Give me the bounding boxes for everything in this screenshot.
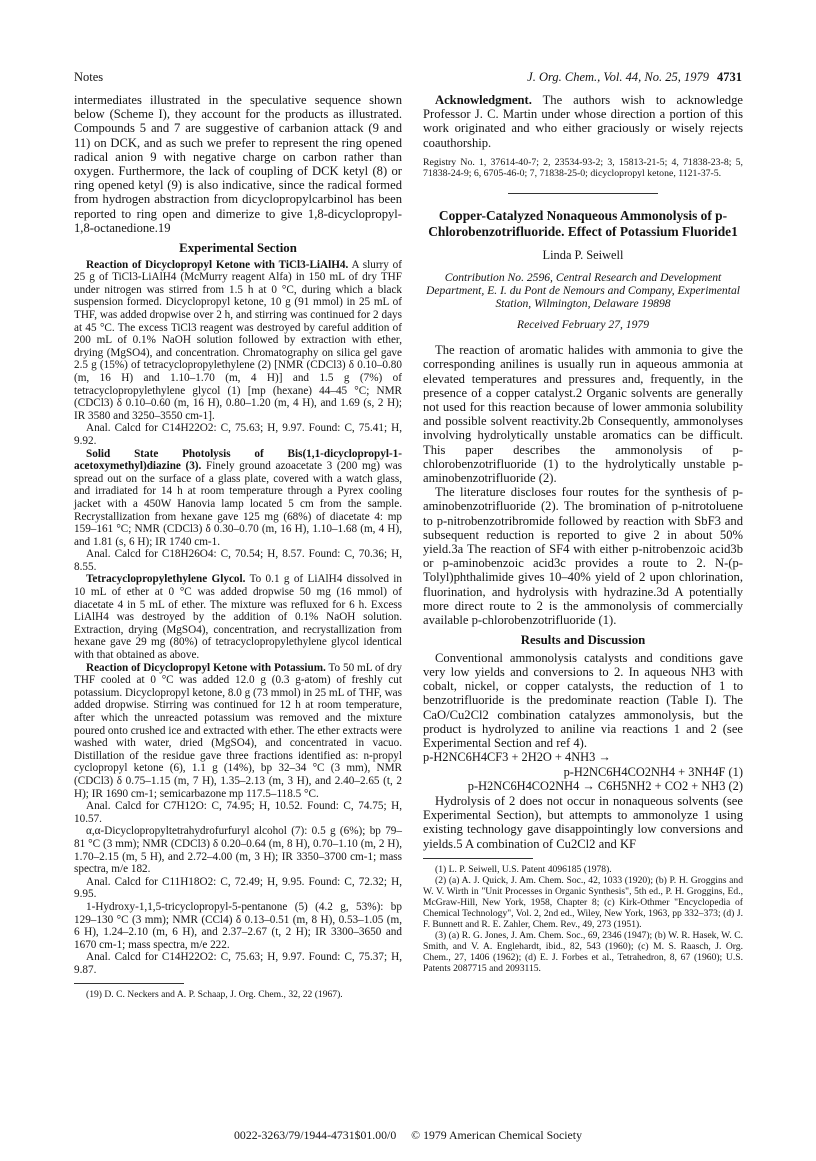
author-name: Linda P. Seiwell — [542, 248, 624, 263]
procedure-text: To 0.1 g of LiAlH4 dissolved in 10 mL of ether at 0 °C was added dropwise 50 mg (16 mmol) of diacetate 4 in 5 mL of ether. The mixture was refluxed for 6 h. Excess LiAlH4 was destroyed by the addition of 0.1% NaOH solution. Extraction, drying (MgSO4), concentration, and recrystallization from hexane gave 29 mg (80%) of tetracyclopropylethylene glycol identical with that obtained as above. — [74, 573, 402, 662]
intro-paragraph: intermediates illustrated in the speculative sequence shown below (Scheme I), they account for the products as illustrated. Compounds 5 and 7 are suggestive of carbanion attack (9 and 11) on DCK, and as such we prefer to represent the ring opened radical anion 9 with negative charge on carbon rather than oxygen. Furthermore, the lack of coupling of DCK ketyl (8) or ring opened ketyl (9) is also indicative, since the radical formed from hydrogen abstraction from dicyclopropylcarbinol has been reported to ring open and dimerize to give 1,8-dicyclopropyl-1,8-octanedione.19 — [74, 93, 402, 235]
footnote-rule — [74, 983, 184, 984]
procedure-heading: Solid State Photolysis of Bis(1,1-dicyclopropyl-1-acetoxymethyl)diazine (3). — [74, 447, 402, 473]
right-column — [423, 93, 743, 974]
body-paragraph: The literature discloses four routes for the synthesis of p-aminobenzotrifluoride (2). The bromination of p-nitrotoluene to p-nitrobenzotribromide followed by reaction with SbF3 and subsequent reduction is reported to give 2 in about 50% yield.3a The reaction of SF4 with either p-nitrobenzoic acid3b or p-aminobenzoic acid3c provides a route to 2. N-(p-Tolyl)phthalimide gives 10–40% yield of 2 upon chlorination, fluorination, and hydrolysis with hydrazine.3d A potentially more direct route to 2 is the ammonolysis of commercially available p-chlorobenzotrifluoride (1). — [423, 485, 743, 628]
body-paragraph: The reaction of aromatic halides with ammonia to give the corresponding anilines is usually run in aqueous ammonia at elevated temperatures and pressures and, frequently, in the presence of a copper catalyst.2 Organic solvents are generally not used for this reaction because of lower ammonia solubility and possible solvent reactivity.2b Consequently, ammonolyses involving hydrolytically unstable aromatics can be difficult. This paper describes the ammonolysis of p-chlorobenzotrifluoride (1) to the hydrolytically unstable p-aminobenzotrifluoride (2). — [423, 343, 743, 486]
analysis-line: Anal. Calcd for C14H22O2: C, 75.63; H, 9.97. Found: C, 75.41; H, 9.92. — [74, 422, 402, 447]
article-code: 0022-3263/79/1944-4731$01.00/0 — [234, 1128, 397, 1142]
article-title: Copper-Catalyzed Nonaqueous Ammonolysis of p-Chlorobenzotrifluoride. Effect of Potassium Fluoride1 — [428, 208, 738, 239]
footnote-rule — [423, 858, 533, 859]
equation-1-line-b: p-H2NC6H4CO2NH4 + 3NH4F (1) — [563, 764, 743, 779]
section-heading-results: Results and Discussion — [520, 633, 646, 648]
body-paragraph: Conventional ammonolysis catalysts and conditions gave very low yields and conversions to 2. In aqueous NH3 with cobalt, nickel, or copper catalysts, the reduction of 1 to benzotrifluoride is the predominate reaction (Table I). The CaO/Cu2Cl2 combination catalyzes ammonolysis, but the product is hydrolyzed to aniline via reactions 1 and 2 (see Experimental Section and ref 4). — [423, 650, 743, 751]
procedure-paragraph: 1-Hydroxy-1,1,5-tricyclopropyl-5-pentanone (5) (4.2 g, 53%): bp 129–130 °C (3 mm); NMR (CCl4) δ 0.13–0.51 (m, 8 H), 0.53–1.05 (m, 6 H), 1.24–2.10 (m, 6 H), and 2.37–2.67 (t, 2 H); IR 3300–3650 and 1670 cm-1; mass spectra, m/e 222. — [74, 900, 402, 951]
procedure-paragraph — [74, 259, 402, 423]
footnote: (3) (a) R. G. Jones, J. Am. Chem. Soc., 69, 2346 (1947); (b) W. R. Hasek, W. C. Smith, and V. A. Englehardt, ibid., 82, 543 (1960); (c) M. S. Raasch, J. Org. Chem., 27, 1406 (1962); (d) E. J. Forbes et al., Tetrahedron, 8, 67 (1960); U.S. Patents 2087715 and 2093115. — [423, 929, 743, 974]
footnote: (19) D. C. Neckers and A. P. Schaap, J. Org. Chem., 32, 22 (1967). — [86, 989, 343, 1001]
page-footer — [0, 1128, 816, 1143]
acknowledgment-heading: Acknowledgment. — [435, 93, 532, 107]
author-affiliation: Contribution No. 2596, Central Research and Development Department, E. I. du Pont de Nemours and Company, Experimental Station, Wilmington, Delaware 19898 — [426, 271, 740, 311]
acknowledgment-paragraph — [423, 93, 743, 150]
running-head-section: Notes — [74, 70, 104, 84]
article-separator — [508, 193, 658, 194]
footnote: (2) (a) A. J. Quick, J. Am. Chem. Soc., 42, 1033 (1920); (b) P. H. Groggins and W. V. Wirth in "Unit Processes in Organic Synthesis", 5th ed., P. H. Groggins, Ed., McGraw-Hill, New York, 1958, Chapter 8; (c) Kirk-Othmer "Encyclopedia of Chemical Technology", Vol. 2, 2nd ed., Wiley, New York, 1963, pp 332–373; (d) J. F. Bunnett and R. E. Zahler, Chem. Rev., 49, 273 (1951). — [423, 874, 743, 930]
procedure-paragraph — [74, 448, 402, 549]
procedure-heading: Reaction of Dicyclopropyl Ketone with TiCl3-LiAlH4. — [86, 258, 349, 271]
page-number: 4731 — [717, 70, 742, 84]
left-column — [74, 93, 402, 1000]
procedure-paragraph — [74, 662, 402, 801]
procedure-paragraph — [74, 573, 402, 661]
journal-citation: J. Org. Chem., Vol. 44, No. 25, 1979 — [527, 70, 709, 84]
analysis-line: Anal. Calcd for C14H22O2: C, 75.63; H, 9.97. Found: C, 75.37; H, 9.87. — [74, 951, 402, 976]
section-heading-experimental: Experimental Section — [179, 241, 297, 256]
analysis-line: Anal. Calcd for C11H18O2: C, 72.49; H, 9.95. Found: C, 72.32; H, 9.95. — [74, 875, 402, 901]
analysis-line: Anal. Calcd for C7H12O: C, 74.95; H, 10.52. Found: C, 74.75; H, 10.57. — [74, 800, 402, 825]
procedure-heading: Tetracyclopropylethylene Glycol. — [86, 573, 246, 586]
registry-numbers: Registry No. 1, 37614-40-7; 2, 23534-93-2; 3, 15813-21-5; 4, 71838-23-8; 5, 71838-24-9; 6, 6705-46-0; 7, 71838-25-0; dicyclopropyl ketone, 1121-37-5. — [423, 156, 743, 180]
copyright-notice: © 1979 American Chemical Society — [411, 1128, 582, 1142]
procedure-heading: Reaction of Dicyclopropyl Ketone with Potassium. — [86, 661, 326, 674]
equation-1-line-a: p-H2NC6H4CF3 + 2H2O + 4NH3 → — [423, 750, 611, 765]
body-paragraph: Hydrolysis of 2 does not occur in nonaqueous solvents (see Experimental Section), but attempts to ammonolyze 1 using existing technology gave disappointingly low conversions and yields.5 A combination of Cu2Cl2 and KF — [423, 794, 743, 851]
equation-2: p-H2NC6H4CO2NH4 → C6H5NH2 + CO2 + NH3 (2) — [467, 779, 743, 794]
footnote: (1) L. P. Seiwell, U.S. Patent 4096185 (1978). — [435, 863, 612, 875]
received-date: Received February 27, 1979 — [517, 317, 649, 331]
analysis-line: Anal. Calcd for C18H26O4: C, 70.54; H, 8.57. Found: C, 70.36; H, 8.55. — [74, 548, 402, 573]
running-head-journal — [527, 70, 742, 85]
acknowledgment-text: The authors wish to acknowledge Professor J. C. Martin under whose direction a portion of this work originated and who either graciously or wisely rejects coauthorship. — [423, 93, 743, 150]
procedure-text: A slurry of 25 g of TiCl3-LiAlH4 (McMurry reagent Alfa) in 150 mL of dry THF under nitrogen was stirred from 1.5 h at 0 °C, during which a black suspension formed. Dicyclopropyl ketone, 10 g (91 mmol) in 25 mL of THF, was added dropwise over 2 h, and stirring was continued for 2 days at 45 °C. The excess TiCl3 reagent was destroyed by careful addition of 200 mL of 0.1% NaOH solution followed by extraction with ether, drying (MgSO4), and concentration. Chromatography on silica gel gave 2.5 g (15%) of tetracyclopropylethylene (2) [NMR (CDCl3) δ 0.10–0.80 (m, 16 H) and 1.10–1.70 (m, 4 H)] and 1.5 g (7%) of tetracyclopropylethylene glycol (1) [mp (hexane) 44–45 °C; NMR (CDCl3) δ 0.10–0.60 (m, 16 H), 0.80–1.20 (m, 4 H), and 1.69 (s, 2 H); IR 3580 and 3250–3550 cm-1]. — [74, 258, 402, 422]
procedure-text: To 50 mL of dry THF cooled at 0 °C was added 12.0 g (0.3 g-atom) of freshly cut potassium. Dicyclopropyl ketone, 8.0 g (73 mmol) in 25 mL of THF, was added dropwise. Stirring was continued for 12 h at room temperature, after which the unreacted potassium was removed and the mixture poured onto crushed ice and extracted with ether. The ether extracts were washed with water, dried (MgSO4), and concentrated in vacuo. Distillation of the residue gave three fractions identified as: n-propyl cyclopropyl ketone (6), 1.1 g (14%), bp 32–34 °C (3 mm), NMR (CDCl3) δ 0.75–1.15 (m, 7 H), 1.35–2.13 (m, 3 H), and 2.40–2.65 (t, 2 H); IR 1690 cm-1; semicarbazone mp 117.5–118.5 °C. — [74, 661, 403, 800]
procedure-paragraph: α,α-Dicyclopropyltetrahydrofurfuryl alcohol (7): 0.5 g (6%); bp 79–81 °C (3 mm); NMR (CDCl3) δ 0.20–0.64 (m, 8 H), 0.70–1.10 (m, 2 H), 1.70–2.15 (m, 5 H), and 2.72–4.00 (m, 3 H); IR 3350–3700 cm-1; mass spectra, m/e 182. — [74, 825, 402, 876]
procedure-text: Finely ground azoacetate 3 (200 mg) was spread out on the surface of a glass plate, covered with a watch glass, and irradiated for 14 h at room temperature through a Pyrex cooling jacket with a 450W Hanovia lamp located 5 cm from the sample. Recrystallization from hexane gave 125 mg (68%) of diacetate 4: mp 159–161 °C; NMR (CDCl3) δ 0.30–0.70 (m, 16 H), 1.10–1.68 (m, 4 H), and 1.81 (s, 6 H); IR 1740 cm-1. — [74, 460, 403, 548]
